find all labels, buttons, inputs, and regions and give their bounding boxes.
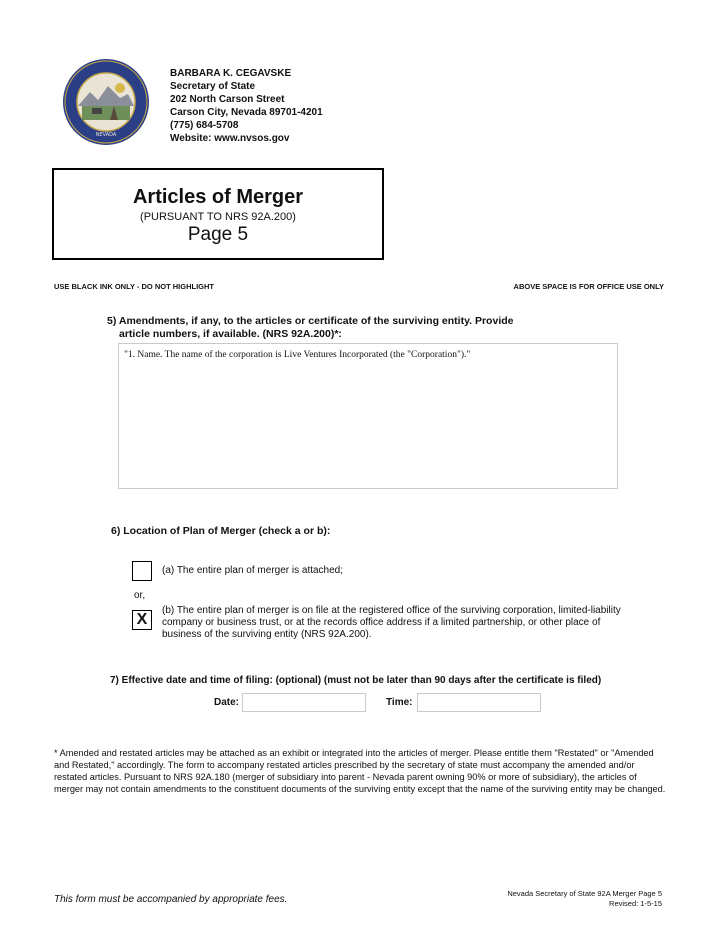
office-name: BARBARA K. CEGAVSKE	[170, 68, 292, 79]
section-6-heading: 6) Location of Plan of Merger (check a or b):	[111, 525, 331, 537]
page-title: Articles of Merger	[132, 186, 304, 208]
restated-articles-footnote: * Amended and restated articles may be attached as an exhibit or integrated into the articles of merger. Please entitle them "Restated" or "Amended and Restated," accordingly. The form to accompany restated articles prescribed by the secretary of state must accompany the amended and/or restated articles. Pursuant to NRS 92A.180 (merger of subsidiary into parent - Nevada parent owning 90% or more of subsidiary), the articles of merger may not contain amendments to the constituent documents of the surviving entity except that the name of the surviving entity may be changed.	[54, 748, 666, 794]
time-label: Time:	[386, 697, 413, 708]
office-use-note: ABOVE SPACE IS FOR OFFICE USE ONLY	[513, 282, 664, 291]
office-website: Website: www.nvsos.gov	[170, 133, 290, 144]
fees-note: This form must be accompanied by appropriate fees.	[54, 894, 288, 905]
option-b-label: (b) The entire plan of merger is on file at the registered office of the surviving corporation, limited-liability company or business trust, or at the records office address if a limited partnership, or other place of business of the surviving entity (NRS 92A.200).	[162, 605, 621, 640]
option-b-checkbox[interactable]	[132, 610, 152, 630]
svg-text:NEVADA: NEVADA	[95, 132, 117, 138]
date-field[interactable]	[242, 693, 366, 712]
pursuant-note: (PURSUANT TO NRS 92A.200)	[140, 211, 296, 223]
section-7-heading: 7) Effective date and time of filing: (optional) (must not be later than 90 days after the certificate is filed)	[110, 675, 602, 686]
section-5-line-2: article numbers, if available. (NRS 92A.200)*:	[119, 328, 342, 340]
date-label: Date:	[214, 697, 240, 708]
form-id: Nevada Secretary of State 92A Merger Page 5	[507, 889, 662, 898]
office-city: Carson City, Nevada 89701-4201	[170, 107, 323, 118]
section-5-heading	[107, 315, 514, 341]
secretary-office-info	[170, 67, 323, 145]
title-box	[52, 168, 384, 260]
office-phone: (775) 684-5708	[170, 120, 239, 131]
page-label: Page 5	[187, 224, 249, 245]
time-field[interactable]	[417, 693, 541, 712]
revised-date: Revised: 1-5-15	[609, 899, 662, 908]
option-a-checkbox[interactable]	[132, 561, 152, 581]
check-mark-icon: X	[136, 611, 148, 628]
amendments-text: "1. Name. The name of the corporation is Live Ventures Incorporated (the "Corporation")."	[124, 350, 471, 360]
option-a-label: (a) The entire plan of merger is attached;	[162, 565, 344, 576]
state-seal-logo	[62, 58, 150, 146]
office-title: Secretary of State	[170, 81, 256, 92]
or-label: or,	[134, 590, 146, 601]
ink-instruction: USE BLACK INK ONLY - DO NOT HIGHLIGHT	[54, 282, 215, 291]
section-5-line-1: 5) Amendments, if any, to the articles or certificate of the surviving entity. Provide	[107, 315, 514, 327]
office-street: 202 North Carson Street	[170, 94, 285, 105]
form-identifier	[507, 889, 662, 909]
amendments-field[interactable]	[118, 343, 618, 489]
